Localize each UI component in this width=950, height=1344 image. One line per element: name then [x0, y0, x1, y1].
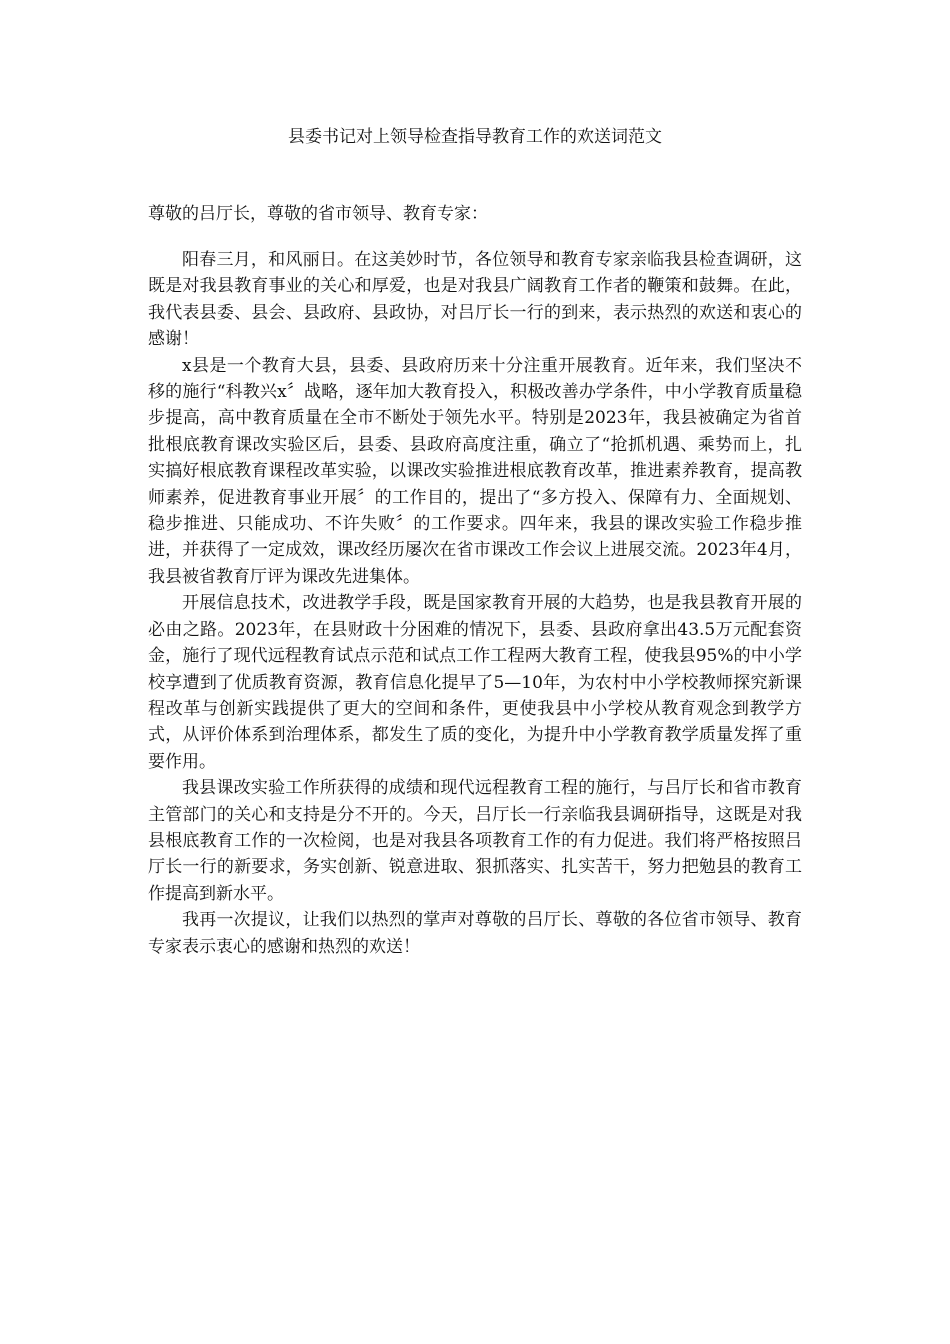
document-body [148, 247, 802, 960]
document-title: 县委书记对上领导检查指导教育工作的欢送词范文 [288, 127, 662, 147]
paragraph-curriculum-reform: x县是一个教育大县，县委、县政府历来十分注重开展教育。近年来，我们坚决不移的施行“科教兴x〞战略，逐年加大教育投入，积极改善办学条件，中小学教育质量稳步提高，高中教育质量在全市不断处于领先水平。特别是2023年，我县被确定为省首批根底教育课改实验区后，县委、县政府高度注重，确立了“抢抓机遇、乘势而上，扎实搞好根底教育课程改革实验，以课改实验推进根底教育改革，推进素养教育，提高教师素养，促进教育事业开展〞的工作目的，提出了“多方投入、保障有力、全面规划、稳步推进、只能成功、不许失败〞的工作要求。四年来，我县的课改实验工作稳步推进，并获得了一定成效，课改经历屡次在省市课改工作会议上进展交流。2023年4月，我县被省教育厅评为课改先进集体。 [148, 355, 802, 587]
paragraph-acknowledgement: 我县课改实验工作所获得的成绩和现代远程教育工程的施行，与吕厅长和省市教育主管部门的关心和支持是分不开的。今天，吕厅长一行亲临我县调研指导，这既是对我县根底教育工作的一次检阅，也是对我县各项教育工作的有力促进。我们将严格按照吕厅长一行的新要求，务实创新、锐意进取、狠抓落实、扎实苦干，努力把勉县的教育工作提高到新水平。 [148, 778, 802, 904]
salutation: 尊敬的吕厅长，尊敬的省市领导、教育专家： [148, 204, 488, 224]
paragraph-information-technology: 开展信息技术，改进教学手段，既是国家教育开展的大趋势，也是我县教育开展的必由之路。2023年，在县财政十分困难的情况下，县委、县政府拿出43.5万元配套资金，施行了现代远程教育试点示范和试点工作工程两大教育工程，使我县95%的中小学校享遭到了优质教育资源，教育信息化提早了5—10年，为农村中小学校教师探究新课程改革与创新实践提供了更大的空间和条件，更使我县中小学校从教育观念到教学方式，从评价体系到治理体系，都发生了质的变化，为提升中小学教育教学质量发挥了重要作用。 [148, 593, 802, 772]
document-page [148, 0, 802, 960]
paragraph-closing: 我再一次提议，让我们以热烈的掌声对尊敬的吕厅长、尊敬的各位省市领导、教育专家表示衷心的感谢和热烈的欢送！ [148, 910, 802, 957]
paragraph-welcome: 阳春三月，和风丽日。在这美妙时节，各位领导和教育专家亲临我县检查调研，这既是对我县教育事业的关心和厚爱，也是对我县广阔教育工作者的鞭策和鼓舞。在此，我代表县委、县会、县政府、县政协，对吕厅长一行的到来，表示热烈的欢送和衷心的感谢！ [148, 250, 802, 350]
